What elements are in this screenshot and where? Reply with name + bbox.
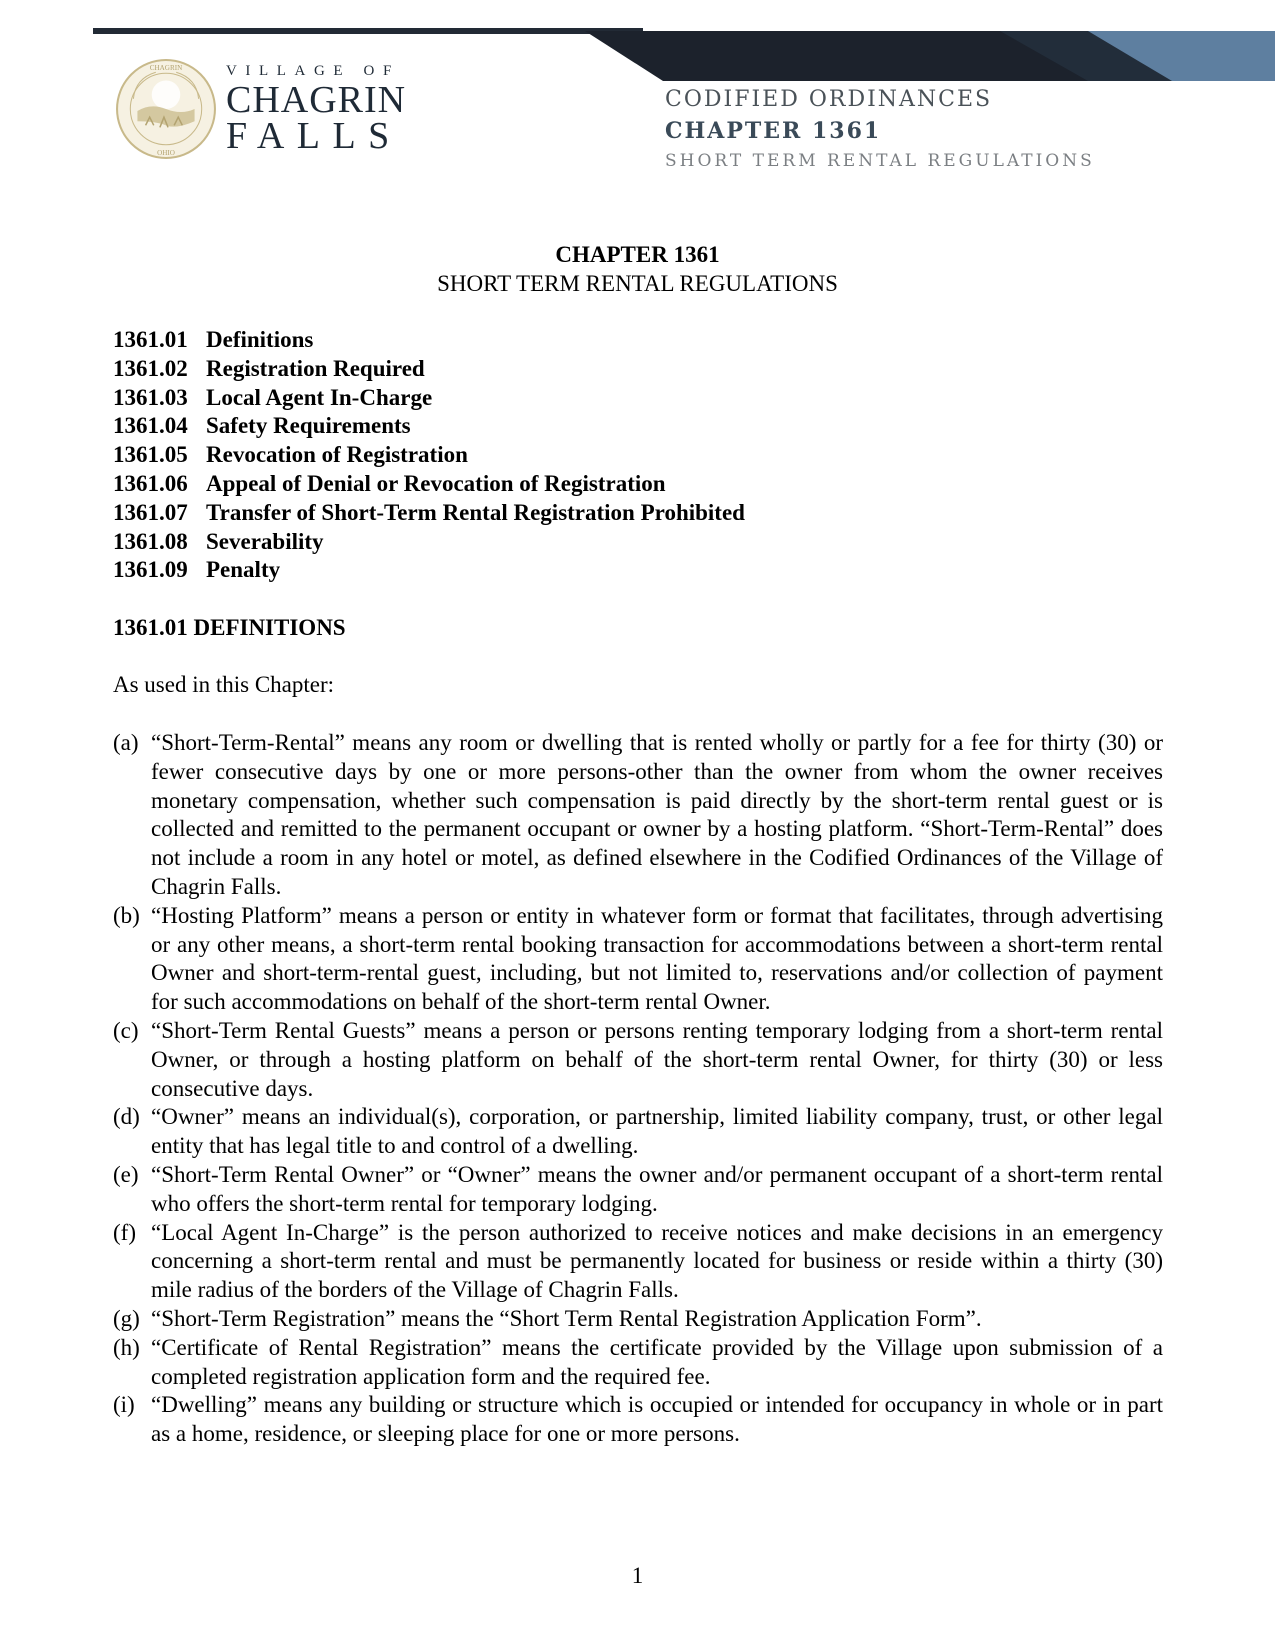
toc-number: 1361.07	[113, 499, 188, 525]
toc-label: Revocation of Registration	[206, 442, 468, 468]
definition-text: “Local Agent In-Charge” is the person authorized to receive notices and make decisions in an emergency concerning a short-term rental and must be permanently located for business or reside within a thirty (30) mile radius of the borders of the Village of Chagrin Falls.	[151, 1219, 1163, 1303]
definition-label: (d)	[113, 1104, 140, 1130]
definition-item	[113, 1103, 1163, 1161]
definition-label: (b)	[113, 902, 140, 928]
definition-text: “Short-Term-Rental” means any room or dwelling that is rented wholly or partly for a fee for thirty (30) or fewer consecutive days by one or more persons-other than the owner from whom the owner receives monetary compensation, whether such compensation is paid directly by the short-term rental guest or is collected and remitted to the permanent occupant or owner by a hosting platform. “Short-Term-Rental” does not include a room in any hotel or motel, as defined elsewhere in the Codified Ordinances of the Village of Chagrin Falls.	[151, 730, 1163, 899]
logo-village-of: VILLAGE OF	[226, 63, 400, 79]
definition-text: “Dwelling” means any building or structure which is occupied or intended for occupancy in whole or in part as a home, residence, or sleeping place for one or more persons.	[151, 1392, 1163, 1447]
toc-number: 1361.02	[113, 355, 188, 381]
definition-label: (i)	[113, 1392, 135, 1418]
definition-item	[113, 729, 1163, 902]
definition-label: (g)	[113, 1305, 140, 1331]
table-of-contents	[113, 326, 745, 585]
toc-number: 1361.06	[113, 470, 188, 496]
svg-text:CHAGRIN: CHAGRIN	[149, 64, 183, 73]
toc-label: Transfer of Short-Term Rental Registration Prohibited	[206, 499, 745, 525]
definition-text: “Short-Term Registration” means the “Short Term Rental Registration Application Form”.	[151, 1305, 982, 1331]
toc-item	[113, 384, 745, 413]
svg-text:OHIO: OHIO	[157, 148, 175, 157]
logo-falls: FALLS	[226, 115, 402, 157]
definition-label: (e)	[113, 1161, 139, 1187]
definition-item	[113, 902, 1163, 1017]
toc-item	[113, 499, 745, 528]
toc-label: Registration Required	[206, 355, 425, 381]
section-heading-definitions: 1361.01 DEFINITIONS	[113, 615, 346, 640]
toc-item	[113, 412, 745, 441]
header-chapter-subtitle: SHORT TERM RENTAL REGULATIONS	[665, 151, 1095, 171]
toc-label: Severability	[206, 528, 324, 554]
header-document-info	[665, 86, 1095, 174]
village-logo	[226, 62, 407, 157]
toc-number: 1361.05	[113, 442, 188, 468]
toc-number: 1361.04	[113, 413, 188, 439]
header-codified-ordinances: CODIFIED ORDINANCES	[665, 87, 993, 112]
chapter-subtitle: SHORT TERM RENTAL REGULATIONS	[437, 271, 838, 296]
toc-item	[113, 528, 745, 557]
definition-text: “Owner” means an individual(s), corporation, or partnership, limited liability company, trust, or other legal entity that has legal title to and control of a dwelling.	[151, 1104, 1163, 1159]
definition-item	[113, 1161, 1163, 1219]
definition-item	[113, 1017, 1163, 1103]
toc-number: 1361.09	[113, 557, 188, 583]
toc-item	[113, 326, 745, 355]
toc-number: 1361.01	[113, 327, 188, 352]
definition-text: “Short-Term Rental Guests” means a person or persons renting temporary lodging from a short-term rental Owner, or through a hosting platform on behalf of the short-term rental Owner, for thirty (30) or less consecutive days.	[151, 1017, 1163, 1101]
toc-item	[113, 355, 745, 384]
definition-item	[113, 1334, 1163, 1392]
section-intro: As used in this Chapter:	[113, 672, 335, 697]
toc-number: 1361.03	[113, 384, 188, 410]
toc-label: Safety Requirements	[206, 413, 411, 439]
definitions-list	[113, 729, 1163, 1449]
toc-item	[113, 556, 745, 585]
toc-item	[113, 470, 745, 499]
definition-item	[113, 1305, 1163, 1334]
page-number: 1	[631, 1563, 644, 1588]
document-title	[0, 240, 1275, 298]
chapter-title: CHAPTER 1361	[555, 242, 720, 267]
definition-item	[113, 1391, 1163, 1449]
toc-number: 1361.08	[113, 528, 188, 554]
toc-item	[113, 441, 745, 470]
header-chapter-number: CHAPTER 1361	[665, 118, 882, 144]
definition-text: “Hosting Platform” means a person or entity in whatever form or format that facilitates, through advertising or any other means, a short-term rental booking transaction for accommodations between a short-term rental Owner and short-term-rental guest, including, but not limited to, reservations and/or collection of payment for such accommodations on behalf of the short-term rental Owner.	[151, 902, 1163, 1015]
definition-item	[113, 1219, 1163, 1305]
village-seal-icon	[115, 58, 217, 160]
logo-chagrin: CHAGRIN	[226, 79, 407, 121]
definition-label: (a)	[113, 730, 139, 755]
definition-text: “Certificate of Rental Registration” means the certificate provided by the Village upon submission of a completed registration application form and the required fee.	[151, 1334, 1163, 1389]
definition-text: “Short-Term Rental Owner” or “Owner” means the owner and/or permanent occupant of a short-term rental who offers the short-term rental for temporary lodging.	[151, 1161, 1163, 1216]
definition-label: (c)	[113, 1017, 139, 1043]
toc-label: Definitions	[206, 327, 314, 352]
definition-label: (h)	[113, 1334, 140, 1360]
toc-label: Penalty	[206, 557, 281, 583]
toc-label: Local Agent In-Charge	[206, 384, 433, 410]
definition-label: (f)	[113, 1219, 136, 1245]
toc-label: Appeal of Denial or Revocation of Registration	[206, 470, 666, 496]
